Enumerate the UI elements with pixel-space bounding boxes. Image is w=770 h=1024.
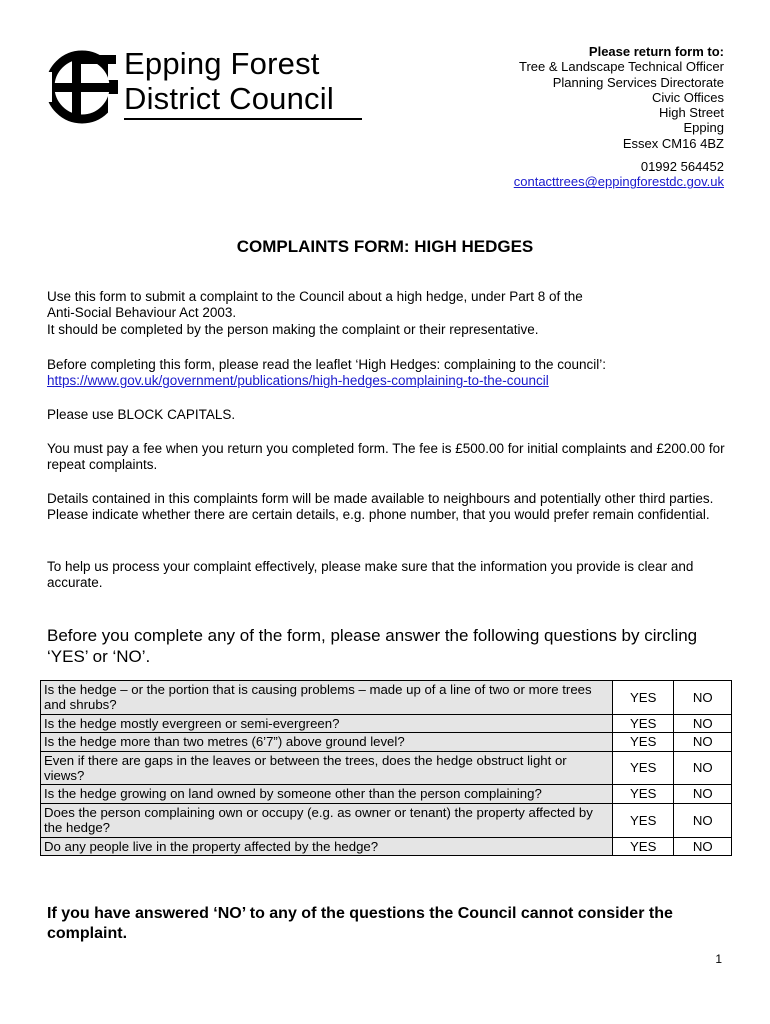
yes-option[interactable]: YES xyxy=(612,733,674,751)
yes-option[interactable]: YES xyxy=(612,714,674,732)
table-row xyxy=(41,837,732,855)
return-address xyxy=(514,44,724,190)
question-text: Does the person complaining own or occupy (e.g. as owner or tenant) the property affected by the hedge? xyxy=(41,803,613,837)
yes-option[interactable]: YES xyxy=(612,837,674,855)
table-row xyxy=(41,681,732,715)
intro-text: You must pay a fee when you return you completed form. The fee is £500.00 for initial complaints and £200.00 for repeat complaints. xyxy=(47,441,725,473)
no-option[interactable]: NO xyxy=(674,785,732,803)
no-option[interactable]: NO xyxy=(674,803,732,837)
phone-number: 01992 564452 xyxy=(640,159,724,175)
table-row xyxy=(41,803,732,837)
eligibility-warning: If you have answered ‘NO’ to any of the questions the Council cannot consider the complaint. xyxy=(47,905,673,942)
question-instructions: Before you complete any of the form, please answer the following questions by circling ‘YES’ or ‘NO’. xyxy=(47,626,698,666)
intro-paragraph-6 xyxy=(47,559,737,592)
address-line: High Street xyxy=(658,105,724,121)
intro-text: Please use BLOCK CAPITALS. xyxy=(47,407,236,422)
eligibility-questions-table xyxy=(40,680,732,856)
no-option[interactable]: NO xyxy=(674,837,732,855)
intro-paragraph-4 xyxy=(47,441,737,474)
email-link[interactable]: contacttrees@eppingforestdc.gov.uk xyxy=(513,174,724,190)
table-row xyxy=(41,751,732,785)
yes-option[interactable]: YES xyxy=(612,751,674,785)
yes-option[interactable]: YES xyxy=(612,803,674,837)
address-line: Tree & Landscape Technical Officer xyxy=(519,59,724,75)
council-name-line2: District Council xyxy=(124,81,334,116)
table-row xyxy=(41,714,732,732)
address-line: Essex CM16 4BZ xyxy=(622,135,724,151)
table-row xyxy=(41,733,732,751)
address-line: Epping xyxy=(683,120,724,136)
no-option[interactable]: NO xyxy=(674,681,732,715)
question-text: Is the hedge growing on land owned by someone other than the person complaining? xyxy=(41,785,613,803)
form-title: COMPLAINTS FORM: HIGH HEDGES xyxy=(236,237,534,256)
intro-text: Before completing this form, please read the leaflet ‘High Hedges: complaining to the council’: xyxy=(47,357,607,372)
intro-text: Anti-Social Behaviour Act 2003. xyxy=(47,305,237,321)
question-text: Is the hedge – or the portion that is causing problems – made up of a line of two or more trees and shrubs? xyxy=(41,681,613,715)
intro-paragraph-3 xyxy=(47,407,737,423)
yes-option[interactable]: YES xyxy=(612,681,674,715)
epping-forest-logo-icon xyxy=(46,42,118,132)
page-number: 1 xyxy=(715,952,722,966)
council-name xyxy=(124,46,334,116)
logo-underline xyxy=(124,118,362,120)
question-text: Even if there are gaps in the leaves or between the trees, does the hedge obstruct light or views? xyxy=(41,751,613,785)
question-text: Is the hedge more than two metres (6’7”) above ground level? xyxy=(41,733,613,751)
intro-paragraph-5 xyxy=(47,491,737,524)
table-row xyxy=(41,785,732,803)
council-name-line1: Epping Forest xyxy=(124,46,320,81)
no-option[interactable]: NO xyxy=(674,751,732,785)
yes-option[interactable]: YES xyxy=(612,785,674,803)
council-logo xyxy=(46,42,366,132)
intro-text: Use this form to submit a complaint to the Council about a high hedge, under Part 8 of the xyxy=(47,289,583,304)
leaflet-link[interactable]: https://www.gov.uk/government/publications/high-hedges-complaining-to-the-council xyxy=(47,373,549,389)
intro-text: To help us process your complaint effectively, please make sure that the information you provide is clear and accurate. xyxy=(47,559,694,591)
question-text: Do any people live in the property affected by the hedge? xyxy=(41,837,613,855)
intro-paragraph-2 xyxy=(47,357,737,390)
address-line: Planning Services Directorate xyxy=(552,74,724,90)
intro-text: Details contained in this complaints form will be made available to neighbours and potentially other third parties. Please indicate whether there are certain details, e.g. phone number, that you would prefer remain confidential. xyxy=(47,491,714,523)
question-text: Is the hedge mostly evergreen or semi-evergreen? xyxy=(41,714,613,732)
intro-paragraph-1 xyxy=(47,289,737,338)
no-option[interactable]: NO xyxy=(674,733,732,751)
address-line: Civic Offices xyxy=(652,89,724,105)
intro-text: It should be completed by the person making the complaint or their representative. xyxy=(47,321,539,337)
no-option[interactable]: NO xyxy=(674,714,732,732)
return-title: Please return form to: xyxy=(588,44,724,59)
